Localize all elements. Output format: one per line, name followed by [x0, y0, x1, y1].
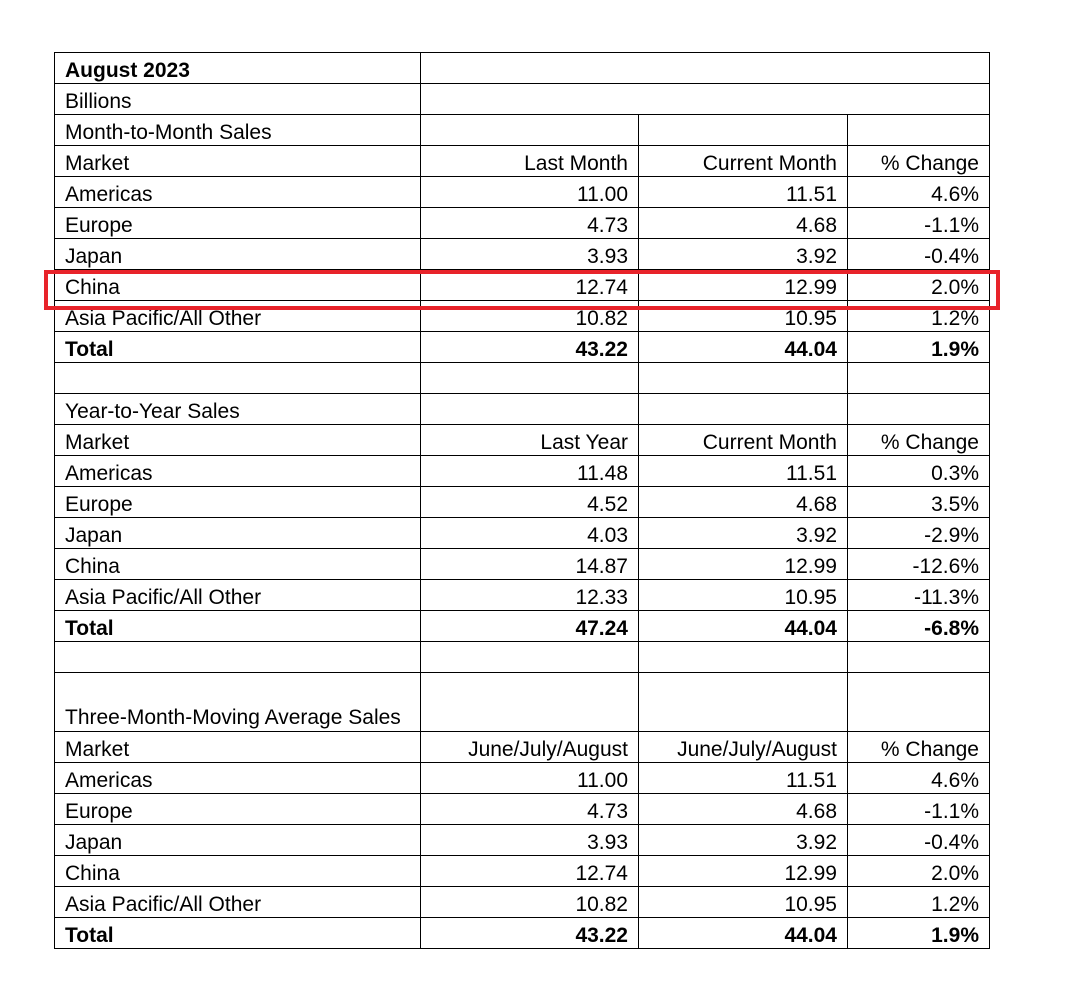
value-cell: 3.92 — [639, 239, 848, 270]
report-title: August 2023 — [55, 53, 421, 84]
pct-cell: -2.9% — [848, 518, 990, 549]
blank-cell — [639, 394, 848, 425]
total-pct: -6.8% — [848, 611, 990, 642]
pct-cell: 4.6% — [848, 763, 990, 794]
market-cell: Japan — [55, 825, 421, 856]
market-cell: Japan — [55, 239, 421, 270]
value-cell: 12.99 — [639, 856, 848, 887]
total-value: 47.24 — [421, 611, 639, 642]
table-row — [55, 794, 990, 825]
value-cell: 11.51 — [639, 456, 848, 487]
value-cell: 4.73 — [421, 794, 639, 825]
pct-cell: 0.3% — [848, 456, 990, 487]
value-cell: 10.95 — [639, 301, 848, 332]
value-cell: 11.00 — [421, 763, 639, 794]
total-pct: 1.9% — [848, 918, 990, 949]
table-row — [55, 518, 990, 549]
section-heading: Three-Month-Moving Average Sales — [55, 673, 421, 732]
value-cell: 12.99 — [639, 270, 848, 301]
col-header-current-period: June/July/August — [639, 732, 848, 763]
value-cell: 10.82 — [421, 301, 639, 332]
blank-cell — [421, 673, 639, 732]
value-cell: 11.48 — [421, 456, 639, 487]
table-row — [55, 580, 990, 611]
total-label: Total — [55, 918, 421, 949]
blank-cell — [421, 642, 639, 673]
market-cell: China — [55, 856, 421, 887]
pct-cell: -1.1% — [848, 794, 990, 825]
market-cell: Japan — [55, 518, 421, 549]
market-cell: Europe — [55, 208, 421, 239]
title-row — [55, 53, 990, 84]
total-pct: 1.9% — [848, 332, 990, 363]
total-value: 44.04 — [639, 332, 848, 363]
value-cell: 10.82 — [421, 887, 639, 918]
units-row — [55, 84, 990, 115]
value-cell: 12.74 — [421, 856, 639, 887]
value-cell: 10.95 — [639, 580, 848, 611]
col-header-current-month: Current Month — [639, 425, 848, 456]
total-value: 43.22 — [421, 918, 639, 949]
blank-cell — [421, 363, 639, 394]
value-cell: 12.33 — [421, 580, 639, 611]
blank-cell — [55, 363, 421, 394]
value-cell: 11.51 — [639, 177, 848, 208]
col-header-market: Market — [55, 146, 421, 177]
market-cell: Americas — [55, 456, 421, 487]
col-header-current-month: Current Month — [639, 146, 848, 177]
col-header-market: Market — [55, 732, 421, 763]
table-row — [55, 825, 990, 856]
value-cell: 4.68 — [639, 208, 848, 239]
market-cell: Europe — [55, 794, 421, 825]
total-row — [55, 332, 990, 363]
col-header-pct-change: % Change — [848, 146, 990, 177]
pct-cell: -1.1% — [848, 208, 990, 239]
table-row — [55, 549, 990, 580]
value-cell: 4.52 — [421, 487, 639, 518]
market-cell: Americas — [55, 177, 421, 208]
units-label: Billions — [55, 84, 421, 115]
blank-cell — [848, 673, 990, 732]
blank-cell — [848, 642, 990, 673]
pct-cell: -0.4% — [848, 239, 990, 270]
table-row — [55, 239, 990, 270]
value-cell: 3.92 — [639, 825, 848, 856]
market-cell: China — [55, 549, 421, 580]
blank-cell — [848, 115, 990, 146]
pct-cell: 3.5% — [848, 487, 990, 518]
header-row — [55, 425, 990, 456]
spacer-row — [55, 642, 990, 673]
value-cell: 4.68 — [639, 794, 848, 825]
market-cell: Asia Pacific/All Other — [55, 887, 421, 918]
market-cell: China — [55, 270, 421, 301]
total-value: 44.04 — [639, 918, 848, 949]
section-heading-row — [55, 394, 990, 425]
total-value: 43.22 — [421, 332, 639, 363]
blank-cell — [421, 394, 639, 425]
value-cell: 4.73 — [421, 208, 639, 239]
col-header-last-month: Last Month — [421, 146, 639, 177]
header-row — [55, 732, 990, 763]
value-cell: 3.93 — [421, 825, 639, 856]
col-header-pct-change: % Change — [848, 732, 990, 763]
col-header-prior-period: June/July/August — [421, 732, 639, 763]
section-heading: Month-to-Month Sales — [55, 115, 421, 146]
table-row — [55, 856, 990, 887]
table-row — [55, 177, 990, 208]
value-cell: 14.87 — [421, 549, 639, 580]
blank-cell — [639, 642, 848, 673]
value-cell: 11.51 — [639, 763, 848, 794]
title-blank-cell — [421, 53, 990, 84]
market-cell: Asia Pacific/All Other — [55, 580, 421, 611]
table-row — [55, 763, 990, 794]
pct-cell: -0.4% — [848, 825, 990, 856]
table-row — [55, 487, 990, 518]
header-row — [55, 146, 990, 177]
value-cell: 3.93 — [421, 239, 639, 270]
value-cell: 3.92 — [639, 518, 848, 549]
total-label: Total — [55, 332, 421, 363]
table-row-highlighted — [55, 270, 990, 301]
section-heading-row — [55, 673, 990, 732]
col-header-market: Market — [55, 425, 421, 456]
blank-cell — [639, 115, 848, 146]
blank-cell — [848, 363, 990, 394]
col-header-pct-change: % Change — [848, 425, 990, 456]
value-cell: 12.99 — [639, 549, 848, 580]
sales-table — [54, 52, 990, 949]
pct-cell: 1.2% — [848, 887, 990, 918]
market-cell: Asia Pacific/All Other — [55, 301, 421, 332]
pct-cell: 2.0% — [848, 856, 990, 887]
blank-cell — [848, 394, 990, 425]
section-heading: Year-to-Year Sales — [55, 394, 421, 425]
total-label: Total — [55, 611, 421, 642]
section-heading-row — [55, 115, 990, 146]
value-cell: 11.00 — [421, 177, 639, 208]
table-row — [55, 301, 990, 332]
pct-cell: 4.6% — [848, 177, 990, 208]
market-cell: Americas — [55, 763, 421, 794]
total-row — [55, 611, 990, 642]
market-cell: Europe — [55, 487, 421, 518]
blank-cell — [639, 363, 848, 394]
pct-cell: 2.0% — [848, 270, 990, 301]
table-row — [55, 456, 990, 487]
units-blank-cell — [421, 84, 990, 115]
blank-cell — [55, 642, 421, 673]
value-cell: 4.68 — [639, 487, 848, 518]
value-cell: 4.03 — [421, 518, 639, 549]
pct-cell: -11.3% — [848, 580, 990, 611]
pct-cell: -12.6% — [848, 549, 990, 580]
col-header-last-year: Last Year — [421, 425, 639, 456]
value-cell: 10.95 — [639, 887, 848, 918]
table-row — [55, 208, 990, 239]
table-row — [55, 887, 990, 918]
blank-cell — [421, 115, 639, 146]
pct-cell: 1.2% — [848, 301, 990, 332]
total-row — [55, 918, 990, 949]
blank-cell — [639, 673, 848, 732]
value-cell: 12.74 — [421, 270, 639, 301]
total-value: 44.04 — [639, 611, 848, 642]
spacer-row — [55, 363, 990, 394]
